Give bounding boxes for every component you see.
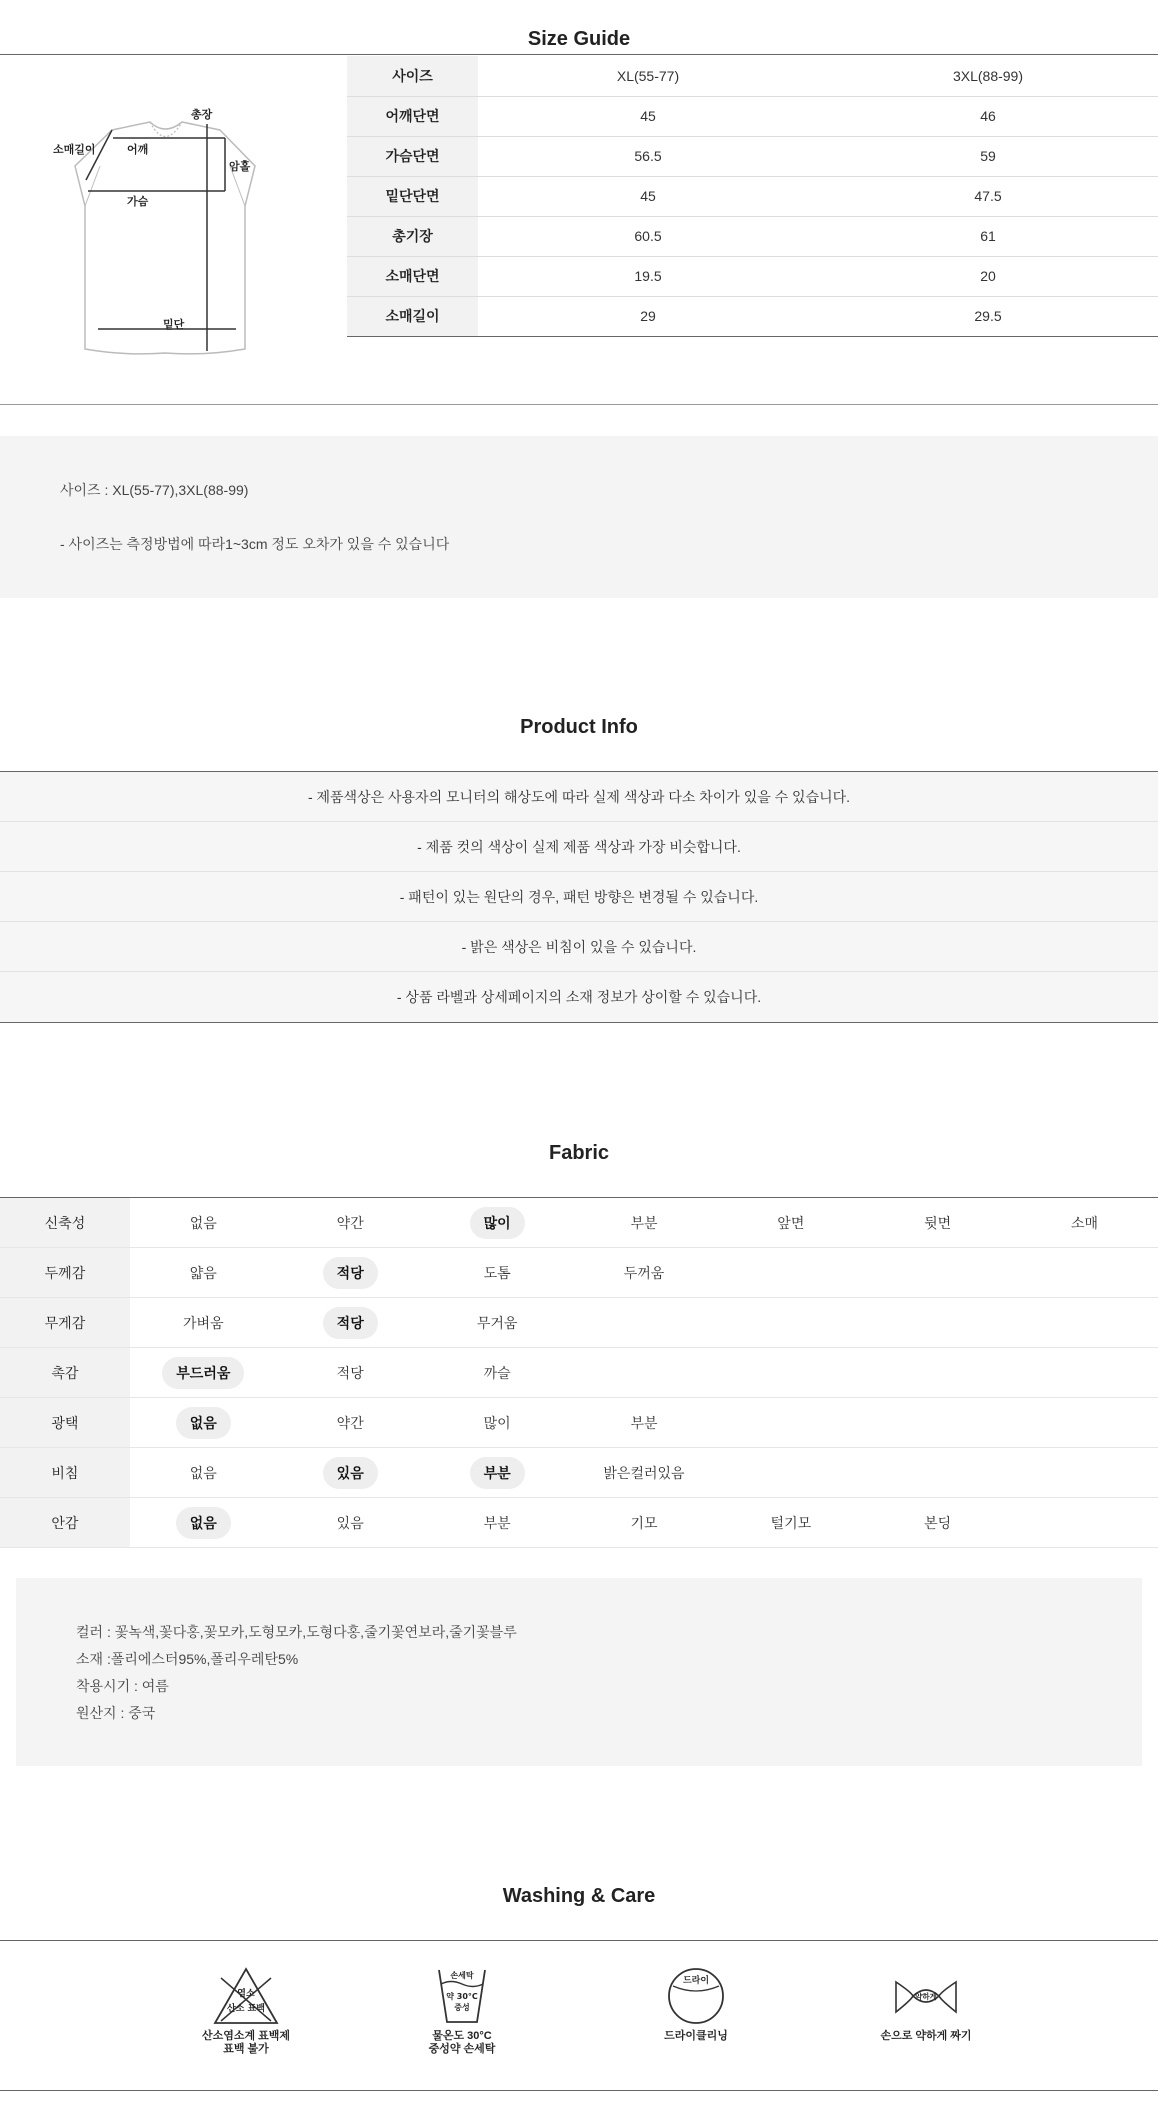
table-header-cell: 사이즈 xyxy=(347,56,478,96)
table-row xyxy=(347,96,1158,136)
wash-label: 산소염소계 표백제 xyxy=(201,2030,291,2042)
fabric-option: 없음 xyxy=(189,1214,217,1231)
fabric-option-cell xyxy=(424,1248,571,1298)
fabric-option-cell xyxy=(571,1298,718,1348)
table-row-label: 소매단면 xyxy=(347,256,478,296)
table-row xyxy=(347,256,1158,296)
table-cell: 20 xyxy=(818,256,1158,296)
fabric-row-label: 비침 xyxy=(0,1448,130,1498)
list-item: - 상품 라벨과 상세페이지의 소재 정보가 상이할 수 있습니다. xyxy=(0,972,1158,1022)
fabric-color: 컬러 : 꽃녹색,꽃다홍,꽃모카,도형모카,도형다홍,줄기꽃연보라,줄기꽃블루 xyxy=(76,1624,517,1640)
fabric-option: 앞면 xyxy=(777,1214,805,1231)
table-row xyxy=(347,176,1158,216)
fabric-option-selected: 없음 xyxy=(176,1407,231,1439)
fabric-option-cell xyxy=(1011,1498,1158,1548)
fabric-option-cell xyxy=(717,1198,864,1248)
hand-wash-symbol-text: 중성 xyxy=(454,2003,470,2012)
fabric-option-cell xyxy=(277,1248,424,1298)
fabric-option-cell xyxy=(1011,1198,1158,1248)
fabric-title: Fabric xyxy=(548,1142,610,1164)
fabric-option: 약간 xyxy=(336,1214,364,1231)
divider xyxy=(0,54,1158,55)
fabric-row xyxy=(0,1298,1158,1348)
fabric-info-box xyxy=(16,1578,1142,1766)
table-row-label: 가슴단면 xyxy=(347,136,478,176)
size-note-error: - 사이즈는 측정방법에 따라1~3cm 정도 오차가 있을 수 있습니다 xyxy=(60,536,450,552)
diagram-label-shoulder: 어깨 xyxy=(127,144,149,156)
fabric-row-label: 무게감 xyxy=(0,1298,130,1348)
fabric-option: 부분 xyxy=(630,1214,658,1231)
diagram-label-hem: 밑단 xyxy=(163,319,185,331)
fabric-option-cell xyxy=(277,1348,424,1398)
fabric-origin: 원산지 : 중국 xyxy=(76,1705,156,1721)
fabric-option: 무거움 xyxy=(476,1314,518,1331)
fabric-material: 소재 :폴리에스터95%,폴리우레탄5% xyxy=(76,1651,299,1667)
fabric-option: 뒷면 xyxy=(924,1214,952,1231)
fabric-option: 본딩 xyxy=(924,1514,952,1531)
table-cell: 59 xyxy=(818,136,1158,176)
table-cell: 61 xyxy=(818,216,1158,256)
wash-label: 물온도 30°C xyxy=(432,2030,492,2042)
diagram-label-sleeve-length: 소매길이 xyxy=(53,144,96,156)
table-cell: 45 xyxy=(478,176,818,216)
fabric-option-cell xyxy=(717,1248,864,1298)
fabric-option-cell xyxy=(571,1448,718,1498)
dry-clean-icon xyxy=(661,1966,731,2026)
list-item: - 패턴이 있는 원단의 경우, 패턴 방향은 변경될 수 있습니다. xyxy=(0,872,1158,922)
diagram-label-chest: 가슴 xyxy=(127,196,149,208)
fabric-option-cell xyxy=(864,1248,1011,1298)
fabric-option-cell xyxy=(571,1498,718,1548)
fabric-option-cell xyxy=(424,1198,571,1248)
fabric-option: 많이 xyxy=(483,1414,511,1431)
fabric-option: 까슬 xyxy=(483,1364,511,1381)
fabric-option-cell xyxy=(717,1398,864,1448)
size-table xyxy=(347,56,1158,337)
table-cell: 56.5 xyxy=(478,136,818,176)
fabric-option: 약간 xyxy=(336,1414,364,1431)
fabric-option: 가벼움 xyxy=(183,1314,224,1331)
no-bleach-symbol-text: 염소 xyxy=(237,1989,255,1999)
fabric-option-cell xyxy=(424,1348,571,1398)
fabric-option: 있음 xyxy=(336,1514,364,1531)
fabric-option: 소매 xyxy=(1071,1214,1099,1231)
fabric-option-cell xyxy=(864,1498,1011,1548)
hand-wash-symbol-text: 약 30°C xyxy=(446,1992,478,2001)
fabric-option-selected: 부분 xyxy=(470,1457,525,1489)
table-row xyxy=(347,216,1158,256)
fabric-row-label: 촉감 xyxy=(0,1348,130,1398)
table-cell: 46 xyxy=(818,96,1158,136)
fabric-option-cell xyxy=(571,1198,718,1248)
table-cell: 29.5 xyxy=(818,296,1158,336)
fabric-option: 적당 xyxy=(336,1364,364,1381)
wring-gently-icon xyxy=(891,1966,961,2026)
fabric-option-cell xyxy=(571,1398,718,1448)
list-item: - 제품 컷의 색상이 실제 제품 색상과 가장 비슷합니다. xyxy=(0,822,1158,872)
table-row-label: 어깨단면 xyxy=(347,96,478,136)
table-cell: 47.5 xyxy=(818,176,1158,216)
fabric-option: 기모 xyxy=(630,1514,658,1531)
table-header-cell: XL(55-77) xyxy=(478,56,818,96)
fabric-option-cell xyxy=(864,1398,1011,1448)
diagram-label-armhole: 암홀 xyxy=(229,161,251,173)
hand-wash-icon xyxy=(427,1966,497,2026)
fabric-row-label: 신축성 xyxy=(0,1198,130,1248)
fabric-option: 털기모 xyxy=(770,1514,812,1531)
fabric-option-cell xyxy=(571,1348,718,1398)
table-row xyxy=(347,296,1158,336)
fabric-option-cell xyxy=(864,1348,1011,1398)
fabric-option: 부분 xyxy=(630,1414,658,1431)
fabric-row xyxy=(0,1398,1158,1448)
table-row-label: 소매길이 xyxy=(347,296,478,336)
fabric-row xyxy=(0,1348,1158,1398)
fabric-option: 도톰 xyxy=(483,1264,511,1281)
wash-label: 손으로 약하게 짜기 xyxy=(880,2030,972,2042)
size-note-sizes: 사이즈 : XL(55-77),3XL(88-99) xyxy=(60,482,249,498)
fabric-season: 착용시기 : 여름 xyxy=(76,1678,169,1694)
diagram-label-total-length: 총장 xyxy=(191,109,213,121)
fabric-option-cell xyxy=(130,1348,277,1398)
fabric-option-cell xyxy=(424,1298,571,1348)
fabric-option: 두꺼움 xyxy=(623,1264,665,1281)
fabric-option-selected: 많이 xyxy=(470,1207,525,1239)
wash-item xyxy=(626,1966,766,2043)
fabric-option-cell xyxy=(1011,1348,1158,1398)
table-row xyxy=(347,136,1158,176)
fabric-option-selected: 있음 xyxy=(323,1457,378,1489)
dry-clean-symbol-text: 드라이 xyxy=(682,1976,710,1986)
fabric-option-cell xyxy=(717,1348,864,1398)
product-info-list xyxy=(0,771,1158,1023)
wash-label: 표백 불가 xyxy=(223,2043,269,2055)
table-row-label: 밑단단면 xyxy=(347,176,478,216)
divider xyxy=(0,404,1158,405)
table-cell: 19.5 xyxy=(478,256,818,296)
washing-title: Washing & Care xyxy=(502,1885,656,1907)
table-cell: 60.5 xyxy=(478,216,818,256)
fabric-option-selected: 없음 xyxy=(176,1507,231,1539)
fabric-option: 부분 xyxy=(483,1514,511,1531)
wash-label: 드라이클리닝 xyxy=(664,2030,728,2042)
wash-item xyxy=(392,1966,532,2056)
fabric-option-cell xyxy=(717,1498,864,1548)
fabric-option-cell xyxy=(130,1248,277,1298)
list-item: - 밝은 색상은 비침이 있을 수 있습니다. xyxy=(0,922,1158,972)
wash-label: 중성약 손세탁 xyxy=(428,2043,496,2055)
fabric-option-cell xyxy=(424,1448,571,1498)
fabric-row-label: 두께감 xyxy=(0,1248,130,1298)
fabric-option-cell xyxy=(1011,1448,1158,1498)
fabric-option-selected: 적당 xyxy=(323,1257,378,1289)
fabric-option-cell xyxy=(130,1498,277,1548)
fabric-option-cell xyxy=(130,1298,277,1348)
list-item: - 제품색상은 사용자의 모니터의 해상도에 따라 실제 색상과 다소 차이가 있을 수 있습니다. xyxy=(0,772,1158,822)
fabric-row-label: 안감 xyxy=(0,1498,130,1548)
fabric-option-cell xyxy=(277,1398,424,1448)
fabric-option: 없음 xyxy=(189,1464,217,1481)
fabric-row xyxy=(0,1198,1158,1248)
fabric-option-cell xyxy=(1011,1398,1158,1448)
fabric-option-cell xyxy=(864,1448,1011,1498)
fabric-option-cell xyxy=(277,1298,424,1348)
table-header-row xyxy=(347,56,1158,96)
fabric-option: 얇음 xyxy=(189,1264,217,1281)
table-cell: 29 xyxy=(478,296,818,336)
no-bleach-icon xyxy=(211,1966,281,2026)
fabric-option-cell xyxy=(277,1198,424,1248)
size-note-box xyxy=(0,436,1158,598)
fabric-option-selected: 부드러움 xyxy=(162,1357,244,1389)
fabric-option-cell xyxy=(424,1498,571,1548)
hand-wash-symbol-text: 손세탁 xyxy=(450,1971,474,1980)
table-row-label: 총기장 xyxy=(347,216,478,256)
product-info-title: Product Info xyxy=(520,716,638,738)
fabric-option-cell xyxy=(130,1198,277,1248)
fabric-table xyxy=(0,1197,1158,1548)
fabric-option-cell xyxy=(864,1198,1011,1248)
fabric-option-cell xyxy=(717,1298,864,1348)
table-cell: 45 xyxy=(478,96,818,136)
divider xyxy=(0,1940,1158,1941)
divider xyxy=(0,2090,1158,2091)
fabric-option-cell xyxy=(130,1398,277,1448)
fabric-option-cell xyxy=(424,1398,571,1448)
fabric-option-cell xyxy=(130,1448,277,1498)
fabric-option: 밝은컬러있음 xyxy=(603,1464,685,1481)
fabric-row xyxy=(0,1498,1158,1548)
fabric-option-cell xyxy=(1011,1298,1158,1348)
fabric-option-cell xyxy=(864,1298,1011,1348)
fabric-option-cell xyxy=(277,1498,424,1548)
size-guide-title: Size Guide xyxy=(527,28,631,50)
wash-item xyxy=(856,1966,996,2043)
fabric-row xyxy=(0,1448,1158,1498)
fabric-option-cell xyxy=(1011,1248,1158,1298)
table-header-cell: 3XL(88-99) xyxy=(818,56,1158,96)
fabric-option-selected: 적당 xyxy=(323,1307,378,1339)
fabric-option-cell xyxy=(717,1448,864,1498)
fabric-row xyxy=(0,1248,1158,1298)
fabric-row-label: 광택 xyxy=(0,1398,130,1448)
wash-item xyxy=(176,1966,316,2056)
no-bleach-symbol-text: 산소 표백 xyxy=(227,2004,265,2014)
wring-symbol-text: 약하게 xyxy=(915,1992,937,2001)
fabric-option-cell xyxy=(277,1448,424,1498)
fabric-option-cell xyxy=(571,1248,718,1298)
